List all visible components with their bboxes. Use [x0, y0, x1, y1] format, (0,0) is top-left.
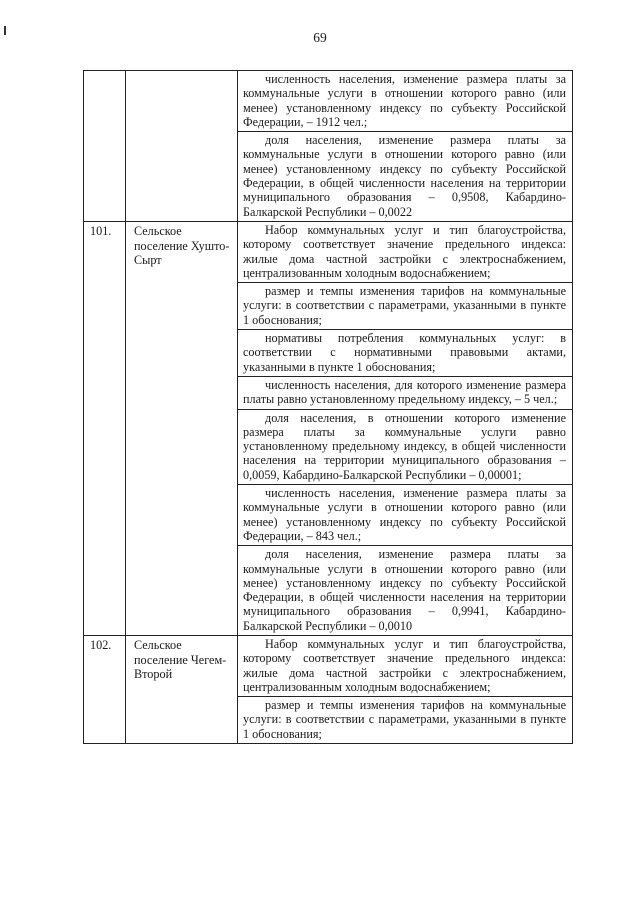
description-paragraph: Набор коммунальных услуг и тип благоустройства, которому соответствует значение предельного индекса: жилые дома частной застройки с электроснабжением, централизованным холодным водоснабжением; [243, 636, 566, 694]
settlement-name: Сельское поселение Хушто-Сырт [126, 221, 238, 635]
row-number: 102. [84, 635, 126, 743]
document-table [83, 70, 573, 744]
description-paragraph: численность населения, изменение размера платы за коммунальные услуги в отношении которого равно (или менее) установленному индексу по субъекту Российской Федерации, – 843 чел.; [238, 484, 572, 545]
description-paragraph: доля населения, изменение размера платы за коммунальные услуги в отношении которого равно (или менее) установленному индексу по субъекту Российской Федерации, в общей численности населения на территории муниципального образования – 0,9941, Кабардино-Балкарской Республики – 0,0010 [238, 545, 572, 635]
description-paragraph: нормативы потребления коммунальных услуг: в соответствии с нормативными правовыми актами, указанными в пункте 1 обоснования; [238, 329, 572, 376]
description-paragraph: доля населения, изменение размера платы за коммунальные услуги в отношении которого равно (или менее) установленному индексу по субъекту Российской Федерации, в общей численности населения на территории муниципального образования – 0,9508, Кабардино-Балкарской Республики – 0,0022 [238, 131, 572, 221]
description-paragraph: размер и темпы изменения тарифов на коммунальные услуги: в соответствии с параметрами, указанными в пункте 1 обоснования; [238, 282, 572, 329]
description-cell [238, 635, 573, 743]
row-number: 101. [84, 221, 126, 635]
row-number [84, 71, 126, 222]
settlement-name: Сельское поселение Чегем-Второй [126, 635, 238, 743]
description-cell [238, 71, 573, 222]
table-row [84, 635, 573, 743]
settlement-name [126, 71, 238, 222]
description-cell [238, 221, 573, 635]
description-paragraph: численность населения, для которого изменение размера платы равно установленному предельному индексу, – 5 чел.; [238, 376, 572, 409]
page-number: 69 [313, 30, 327, 45]
description-paragraph: доля населения, в отношении которого изменение размера платы за коммунальные услуги равно установленному предельному индексу, в общей численности населения на территории муниципального образования – 0,0059, Кабардино-Балкарской Республики – 0,00001; [238, 409, 572, 484]
description-paragraph: размер и темпы изменения тарифов на коммунальные услуги: в соответствии с параметрами, указанными в пункте 1 обоснования; [238, 696, 572, 743]
table-row [84, 221, 573, 635]
table-body [84, 71, 573, 744]
description-paragraph: численность населения, изменение размера платы за коммунальные услуги в отношении которого равно (или менее) установленному индексу по субъекту Российской Федерации, – 1912 чел.; [243, 72, 566, 129]
description-paragraph: Набор коммунальных услуг и тип благоустройства, которому соответствует значение предельного индекса: жилые дома частной застройки с электроснабжением, централизованным холодным водоснабжением; [243, 222, 566, 280]
table-row [84, 71, 573, 222]
